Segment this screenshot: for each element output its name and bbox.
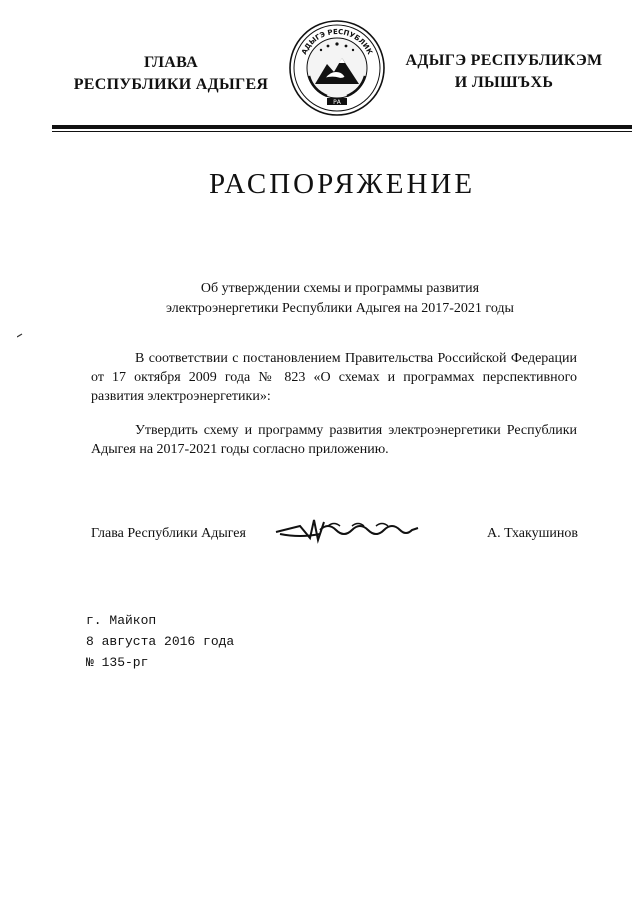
- footer-document-number: № 135-рг: [86, 655, 149, 670]
- body-paragraph-2: Утвердить схему и программу развития электроэнергетики Республики Адыгея на 2017-2021 годы согласно приложению.: [91, 423, 577, 457]
- header-right-line2: И ЛЫШЪХЬ: [454, 74, 554, 91]
- emblem-text-top: АДЫГЭ РЕСПУБЛИК: [300, 27, 374, 56]
- subject-line-1: Об утверждении схемы и программы развития: [200, 281, 480, 296]
- document-subject: [100, 279, 580, 319]
- document-title: РАСПОРЯЖЕНИЕ: [208, 168, 476, 200]
- emblem-text-bottom: РА: [333, 99, 341, 106]
- subject-line-2: электроэнергетики Республики Адыгея на 2017-2021 годы: [166, 301, 514, 316]
- signatory-role: Глава Республики Адыгея: [91, 526, 246, 541]
- header-left-block: [56, 52, 286, 96]
- header-right-block: [396, 50, 612, 94]
- signatory-name: А. Тхакушинов: [487, 526, 578, 541]
- scan-mark-icon: [17, 333, 23, 338]
- body-paragraph-1: В соответствии с постановлением Правительства Российской Федерации от 17 октября 2009 года № 823 «О схемах и программах перспективного развития электроэнергетики»:: [91, 351, 577, 404]
- footer-date: 8 августа 2016 года: [86, 634, 235, 649]
- handwritten-signature-icon: [270, 510, 420, 550]
- header-left-line2: РЕСПУБЛИКИ АДЫГЕЯ: [73, 76, 269, 93]
- header-divider-thin: [52, 131, 632, 132]
- republic-emblem-icon: [287, 18, 387, 118]
- footer-city: г. Майкоп: [86, 613, 157, 628]
- header-right-line1: АДЫГЭ РЕСПУБЛИКЭМ: [405, 52, 603, 69]
- header-divider-thick: [52, 125, 632, 129]
- header-left-line1: ГЛАВА: [144, 54, 198, 71]
